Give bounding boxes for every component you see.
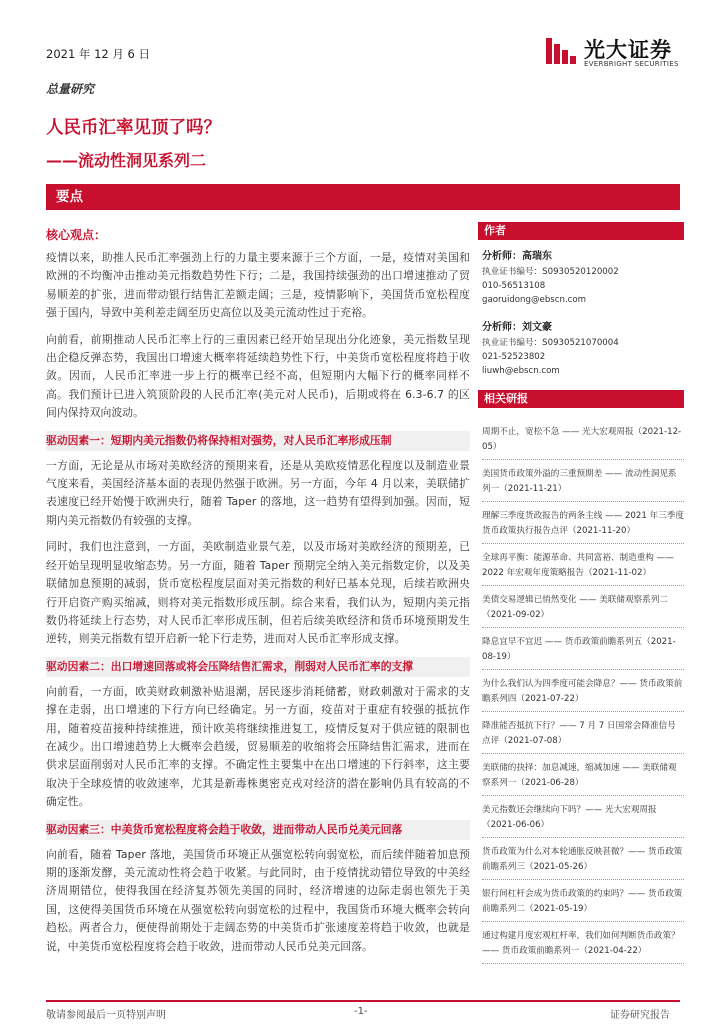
- analyst-name: 分析师：高瑞东: [482, 251, 552, 262]
- analyst-cert: 执业证书编号：S0930520120002: [482, 267, 619, 277]
- analyst-cert: 执业证书编号：S0930521070004: [482, 338, 619, 348]
- paragraph: 同时，我们也注意到，一方面，美欧制造业景气差，以及市场对美欧经济的预期差，已经开始呈现明显收缩态势。另一方面，随着 Taper 预期完全纳入美元指数定价，以及美联储加息预期的减弱，货币宽松程度层面对美元指数的利好已基本兑现，后续若欧洲央行开启资产购买缩减，则将对美元指数形成压制。综合来看，我们认为，短期内美元指数仍将延续上行态势，对人民币汇率形成压制，但若后续美欧经济和货币环境预期发生逆转，则美元指数有望开启新一轮下行走势，进而对人民币汇率形成支撑。: [46, 540, 470, 646]
- paragraph: 向前看，一方面，欧美财政刺激补贴退潮，居民逐步消耗储蓄，财政刺激对于需求的支撑在走弱，出口增速的下行方向已经确定。另一方面，疫苗对于重症有较强的抵抗作用，随着疫苗接种持续推进，预计欧美将继续推进复工，疫情反复对于供应链的限制也在减少。出口增速趋势上大概率会趋缓，贸易顺差的收缩将会压降结售汇需求，进而在供求层面削弱对人民币汇率的支撑。不确定性主要集中在出口增速的下行斜率，这主要取决于全球疫情的收敛速率，尤其是新毒株奥密克戎对经济的潜在影响仍具有较高的不确定性。: [46, 684, 470, 809]
- driver-heading-3: 驱动因素三：中美货币宽松程度将会趋于收敛，进而带动人民币兑美元回落: [46, 820, 470, 840]
- report-date: 2021 年 12 月 6 日: [46, 47, 150, 61]
- research-item[interactable]: 全球再平衡：能源革命、共同富裕、制造重构 —— 2022 年宏观年度策略报告（2021-11-02）: [482, 544, 684, 586]
- paragraph: 向前看，前期推动人民币汇率上行的三重因素已经开始呈现出分化迹象，美元指数呈现出企稳反弹态势，我国出口增速大概率将延续趋势性下行，中美货币宽松程度将趋于收敛。因而，人民币汇率进一步上行的概率已经不高，但短期内大幅下行的概率同样不高。我们预计已进入筑顶阶段的人民币汇率(美元对人民币)，后期或将在 6.3-6.7 的区间内保持双向波动。: [46, 332, 470, 420]
- key-points-banner: 要点: [46, 184, 680, 210]
- paragraph: 一方面，无论是从市场对美欧经济的预期来看，还是从美欧疫情恶化程度以及制造业景气度来看，美国经济基本面的表现仍然强于欧洲。另一方面，今年 4 月以来，美联储扩表速度已经开始慢于欧洲央行，随着 Taper 的落地，这一趋势有望得到加强。因而，短期内美元指数仍有较强的支撑。: [46, 458, 470, 527]
- logo-text-cn: 光大证券: [584, 38, 672, 62]
- page-number: -1-: [354, 1006, 368, 1017]
- footer-divider: [46, 1000, 680, 1002]
- research-item[interactable]: 周期不止，宽松不急 —— 光大宏观周报（2021-12-05）: [482, 418, 684, 460]
- footer-report-type: 证券研究报告: [610, 1010, 670, 1021]
- research-item[interactable]: 银行间杠杆会成为货币政策的约束吗？—— 货币政策前瞻系列二（2021-05-19）: [482, 880, 684, 922]
- analyst-phone: 021-52523802: [482, 352, 546, 362]
- analyst-name: 分析师：刘文豪: [482, 322, 552, 333]
- research-item[interactable]: 理解三季度货政报告的两条主线 —— 2021 年三季度货币政策执行报告点评（2021-11-20）: [482, 502, 684, 544]
- research-item[interactable]: 降息宜早不宜迟 —— 货币政策前瞻系列五（2021-08-19）: [482, 628, 684, 670]
- research-item[interactable]: 为什么我们认为四季度可能会降息？—— 货币政策前瞻系列四（2021-07-22）: [482, 670, 684, 712]
- logo-mark-icon: [546, 36, 576, 66]
- main-content: [46, 226, 470, 964]
- section-label: 总量研究: [46, 82, 95, 96]
- research-item[interactable]: 美元指数还会继续向下吗？—— 光大宏观周报（2021-06-06）: [482, 796, 684, 838]
- research-item[interactable]: 美国货币政策外溢的三重预期差 —— 流动性洞见系列一（2021-11-21）: [482, 460, 684, 502]
- research-item[interactable]: 美联储的抉择：加息减速，缩减加速 —— 美联储观察系列一（2021-06-28）: [482, 754, 684, 796]
- driver-heading-2: 驱动因素二：出口增速回落或将会压降结售汇需求，削弱对人民币汇率的支撑: [46, 657, 470, 677]
- report-subtitle: ——流动性洞见系列二: [46, 151, 207, 170]
- research-item[interactable]: 美债交易逻辑已悄然变化 —— 美联储观察系列二（2021-09-02）: [482, 586, 684, 628]
- company-logo: [546, 32, 686, 72]
- author-header: 作者: [478, 222, 684, 240]
- related-research-header: 相关研报: [478, 390, 684, 408]
- paragraph: 疫情以来，助推人民币汇率强劲上行的力量主要来源于三个方面，一是，疫情对美国和欧洲的不均衡冲击推动美元指数趋势性下行；二是，我国持续强劲的出口增速推动了贸易顺差的扩张，进而带动银行结售汇差额走阔；三是，疫情影响下，美国货币宽松程度强于国内，导致中美利差走阔至历史高位以及美元流动性过于充裕。: [46, 251, 470, 320]
- analyst-card: [478, 321, 684, 378]
- core-view-label: 核心观点：: [46, 228, 107, 242]
- logo-text-en: EVERBRIGHT SECURITIES: [584, 60, 679, 68]
- research-item[interactable]: 降准能否抵抗下行？—— 7 月 7 日国常会降准信号点评（2021-07-08）: [482, 712, 684, 754]
- analyst-card: [478, 250, 684, 307]
- analyst-phone: 010-56513108: [482, 281, 546, 291]
- paragraph: 向前看，随着 Taper 落地，美国货币环境正从强宽松转向弱宽松，而后续伴随着加息预期的逐渐发酵，美元流动性将会趋于收紧。与此同时，由于疫情扰动错位导致的中美经济周期错位，使得我国在经济复苏领先美国的同时，经济增速的边际走弱也领先于美国，这使得美国货币环境在从强宽松转向弱宽松的过程中，我国货币环境大概率会转向趋松。两者合力，便使得前期处于走阔态势的中美货币扩张速度差将趋于收敛，也就是说，中美货币宽松程度将会趋于收敛，进而带动人民币兑美元回落。: [46, 847, 470, 953]
- footer-disclaimer: 敬请参阅最后一页特别声明: [46, 1010, 166, 1021]
- related-research-list: [478, 418, 684, 964]
- sidebar: [478, 222, 684, 964]
- driver-heading-1: 驱动因素一：短期内美元指数仍将保持相对强势，对人民币汇率形成压制: [46, 431, 470, 451]
- research-item[interactable]: 通过构建月度宏观杠杆率，我们如何判断货币政策？—— 货币政策前瞻系列一（2021-04-22）: [482, 922, 684, 964]
- analyst-email[interactable]: liuwh@ebscn.com: [482, 366, 560, 376]
- report-title: 人民币汇率见顶了吗？: [46, 118, 221, 138]
- research-item[interactable]: 货币政策为什么对本轮通胀反映甚微？—— 货币政策前瞻系列三（2021-05-26）: [482, 838, 684, 880]
- analyst-email[interactable]: gaoruidong@ebscn.com: [482, 295, 587, 305]
